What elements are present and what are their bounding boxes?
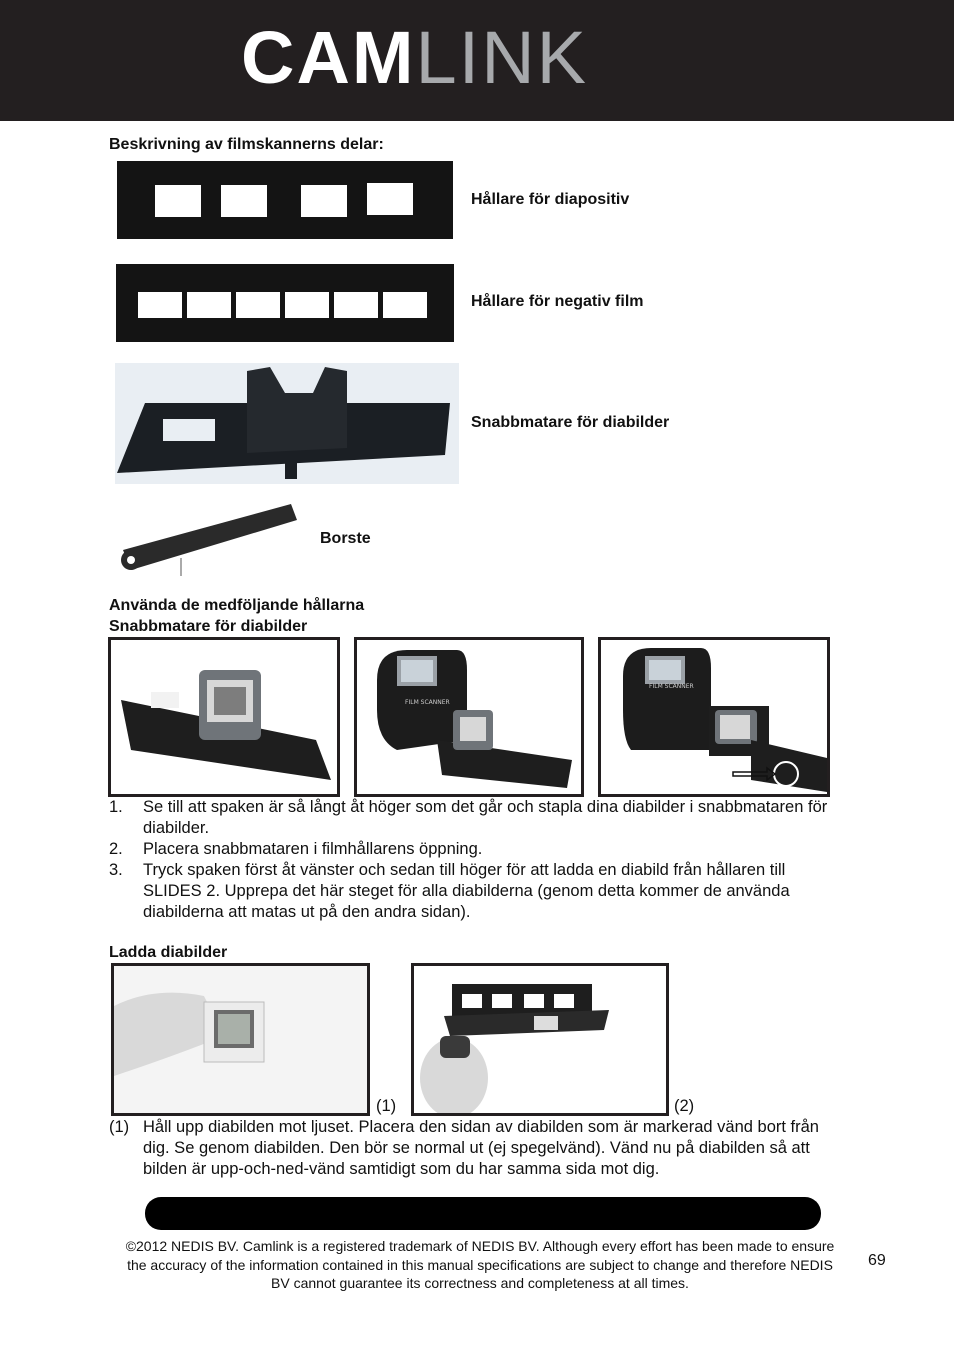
negative-holder-image	[114, 262, 456, 344]
load-photo-1	[111, 963, 370, 1116]
section-title-use-holders: Använda de medföljande hållarna	[109, 597, 365, 614]
label-brush: Borste	[320, 530, 371, 547]
step-text: Tryck spaken först åt vänster och sedan till höger för att ladda en diabild från hållaren till SLIDES 2. Upprepa det här steget för alla diabilderna (genom detta kommer de använda diabilderna att matas ut på den andra sidan).	[143, 861, 790, 921]
page-number: 69	[868, 1252, 886, 1269]
scanner-screen-label-1: FILM SCANNER	[405, 699, 450, 706]
step-text: Placera snabbmataren i filmhållarens öppning.	[143, 840, 483, 858]
scanner-screen-label-2: FILM SCANNER	[649, 683, 694, 690]
section-subtitle-slide-feeder: Snabbmatare för diabilder	[109, 618, 308, 635]
copyright-notice: ©2012 NEDIS BV. Camlink is a registered trademark of NEDIS BV. Although every effort has been made to ensure the accuracy of the information contained in this manual specifications are subject to change and therefore NEDIS BV cannot guarantee its correctness and completeness at all times.	[125, 1238, 835, 1291]
caption-1: (1)	[376, 1097, 397, 1115]
logo-link: LINK	[415, 16, 589, 99]
step-number: 3.	[109, 861, 123, 879]
feeder-photo-3	[598, 637, 830, 797]
feeder-photo-2	[354, 637, 584, 797]
step-number: 2.	[109, 840, 123, 858]
label-negative-holder: Hållare för negativ film	[471, 293, 644, 310]
footer-bar	[145, 1197, 821, 1230]
step-number: 1.	[109, 798, 123, 816]
label-slide-feeder: Snabbmatare för diabilder	[471, 414, 670, 431]
feeder-photo-1	[108, 637, 340, 797]
brush-image	[115, 500, 300, 578]
page-header	[0, 0, 954, 121]
camlink-logo	[241, 18, 588, 98]
caption-2: (2)	[674, 1097, 695, 1115]
step-text: Se till att spaken är så långt åt höger som det går och stapla dina diabilder i snabbmataren för diabilder.	[143, 798, 828, 837]
logo-cam: CAM	[241, 16, 416, 99]
slide-feeder-image	[115, 363, 459, 484]
label-slide-holder: Hållare för diapositiv	[471, 191, 630, 208]
step-text: Håll upp diabilden mot ljuset. Placera den sidan av diabilden som är markerad vänd bort från dig. Se genom diabilden. Den bör se normal ut (ej spegelvänd). Vänd nu på diabilden så att bilden är upp-och-ned-vänd samtidigt som du har samma sida mot dig.	[143, 1118, 819, 1178]
section-title-load-slides: Ladda diabilder	[109, 944, 228, 961]
load-photo-2	[411, 963, 669, 1116]
step-number: (1)	[109, 1118, 130, 1136]
slide-holder-image	[115, 157, 455, 243]
section-title-parts: Beskrivning av filmskannerns delar:	[109, 136, 384, 153]
